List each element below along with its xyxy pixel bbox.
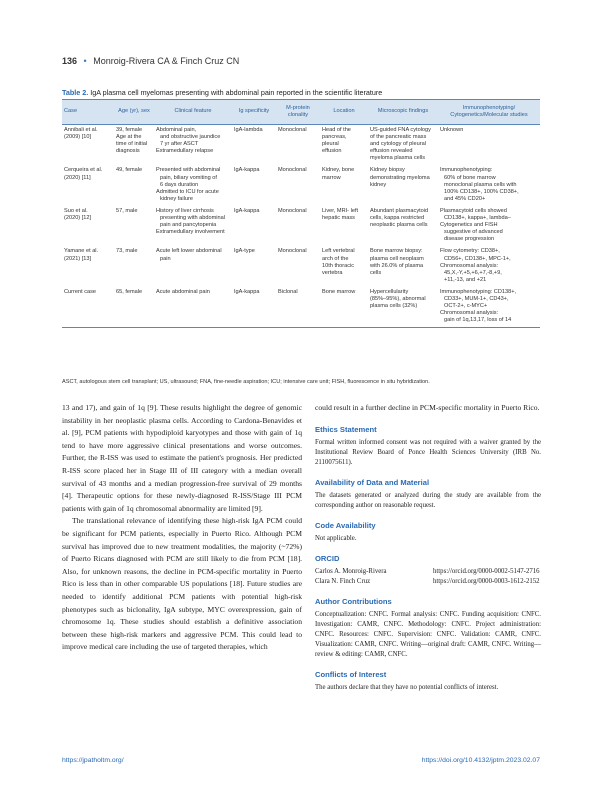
cell-line: gain of 1q,13,17, loss of 14 — [444, 317, 512, 324]
cell-line: IgA-type — [234, 248, 255, 255]
table-cell-clinical — [154, 246, 232, 286]
table-cell-age — [114, 165, 154, 205]
cell-line: US-guided FNA cytology — [370, 127, 431, 133]
literature-table — [62, 99, 540, 328]
cell-line: pain — [160, 255, 171, 262]
page-number: 136 — [62, 56, 78, 66]
cell-line: +11,-13, and +21 — [444, 276, 487, 283]
orcid-entry — [315, 577, 541, 587]
cell-line: Chromosomal analysis: — [440, 262, 499, 269]
cell-line: diagnosis — [116, 148, 140, 155]
code-text: Not applicable. — [315, 534, 357, 542]
table-cell-immuno — [438, 206, 540, 246]
cell-line: Chromosomal analysis: — [440, 310, 499, 317]
table-cell-location — [320, 287, 368, 328]
cell-line: Flow cytometry: CD38+, — [440, 248, 500, 255]
availability-text: The datasets generated or analyzed during the study are available from the corresponding author on reasonable request. — [315, 491, 541, 509]
journal-url-link[interactable]: https://jpatholtm.org/ — [62, 757, 124, 764]
conflicts-text: The authors declare that they have no potential conflicts of interest. — [315, 683, 499, 691]
cell-line: neoplastic plasma cells — [370, 222, 428, 229]
cell-line: Acute left lower abdominal — [156, 248, 222, 255]
cell-line: OCT-2+, c-MYC+ — [444, 303, 488, 310]
cell-line: pleural — [322, 141, 339, 148]
cell-line: 60% of bone marrow — [444, 174, 496, 181]
table-header-row — [62, 100, 540, 125]
cell-line: 100% CD138+, 100% CD38+, — [444, 188, 519, 195]
cell-line: cells — [370, 269, 382, 276]
orcid-name: Clara N. Finch Cruz — [315, 577, 371, 585]
body-paragraph: 13 and 17), and gain of 1q [9]. These results highlight the degree of genomic instability in her neoplastic plasma cells. According to Cardona-Benavides et al. [9], PCM patients with hypodiploid karyotypes and those with gain of 1q tend to have more aggressive clinical presentations and worse outcomes. Further, the R-ISS was used to estimate the patient's prognosis. Her predicted R-ISS score placed her in Stage III of III category with a median overall survival of 43 months and a median progression-free survival of 29 months [4]. Therapeutic options for these newly-diagnosed R-ISS/Stage III PCM patients with gain of 1q chromosomal abnormality are limited [9]. — [62, 403, 302, 513]
table-cell-location — [320, 125, 368, 166]
table-cell-clinical — [154, 206, 232, 246]
cell-line: Monoclonal — [278, 167, 307, 174]
cell-line: Plasmacytoid cells showed — [440, 207, 507, 214]
body-paragraph: could result in a further decline in PCM-specific mortality in Puerto Rico. — [315, 403, 540, 412]
cell-line: Extramedullary relapse — [156, 148, 214, 155]
table-cell-clonality — [276, 165, 320, 205]
header-bullet: • — [83, 56, 87, 66]
table-row — [62, 246, 540, 286]
column-header: M-protein clonality — [276, 100, 320, 125]
cell-line: suggestive of advanced — [444, 229, 503, 236]
cell-line: Current case — [64, 288, 97, 295]
table-cell-ig — [232, 165, 276, 205]
cell-line: CD33+, MUM-1+, CD43+, — [444, 295, 509, 302]
cell-line: and cytology of pleural — [370, 141, 426, 148]
table-cell-case — [62, 206, 114, 246]
cell-line: hepatic mass — [322, 215, 355, 222]
conflicts-heading: Conflicts of Interest — [315, 669, 387, 679]
table-cell-clonality — [276, 206, 320, 246]
cell-line: Bone marrow — [322, 288, 356, 295]
code-heading: Code Availability — [315, 520, 376, 530]
doi-link[interactable]: https://doi.org/10.4132/jptm.2023.02.07 — [421, 757, 540, 764]
cell-line: Cerqueira et al. — [64, 167, 103, 174]
table-cell-clonality — [276, 125, 320, 166]
table-cell-age — [114, 287, 154, 328]
cell-line: kidney — [370, 181, 387, 188]
cell-line: Immunophenotyping: — [440, 167, 493, 174]
cell-line: 10th thoracic — [322, 262, 355, 269]
table-cell-ig — [232, 287, 276, 328]
cell-line: kidney failure — [160, 195, 193, 202]
cell-line: Kidney biopsy — [370, 167, 405, 174]
cell-line: (85%–95%), abnormal — [370, 295, 426, 302]
cell-line: plasma cell neoplasm — [370, 255, 424, 262]
cell-line: CD138+, kappa+, lambda– — [444, 215, 511, 222]
cell-line: (2009) [10] — [64, 134, 92, 141]
running-header — [62, 56, 239, 66]
contributions-text: Conceptualization: CNFC. Formal analysis: CNFC. Funding acquisition: CNFC. Investigation: CAMR, CNFC. Methodology: CNFC. Project administration: CNFC. Resources: CNFC. Supervision: CNFC. Validation: CAMR, CNFC. Visualization: CAMR, CNFC. Writing—original draft: CAMR, CNFC. Writing—review & editing: CAMR, CNFC. — [315, 610, 541, 658]
table-cell-clinical — [154, 165, 232, 205]
table-cell-location — [320, 246, 368, 286]
table-cell-micro — [368, 125, 438, 166]
cell-line: IgA-kappa — [234, 207, 260, 214]
cell-line: and 45% CD20+ — [444, 195, 486, 202]
cell-line: 39, female — [116, 127, 143, 133]
cell-line: (2020) [12] — [64, 215, 92, 222]
table-cell-ig — [232, 125, 276, 166]
table-cell-immuno — [438, 165, 540, 205]
table-cell-micro — [368, 246, 438, 286]
cell-line: IgA-kappa — [234, 167, 260, 174]
table-row — [62, 125, 540, 166]
orcid-link[interactable]: https://orcid.org/0000-0002-5147-2716 — [433, 567, 540, 575]
column-header: Clinical feature — [154, 100, 232, 125]
table-row — [62, 165, 540, 205]
table-caption — [62, 88, 382, 97]
cell-line: myeloma plasma cells — [370, 155, 426, 162]
cell-line: 65, female — [116, 288, 143, 295]
table-cell-clonality — [276, 287, 320, 328]
table-cell-immuno — [438, 246, 540, 286]
table-row — [62, 287, 540, 328]
cell-line: effusion — [322, 148, 342, 155]
cell-line: pancreas, — [322, 134, 347, 141]
cell-line: Suo et al. — [64, 207, 88, 214]
table-cell-clinical — [154, 125, 232, 166]
table-cell-case — [62, 165, 114, 205]
ethics-heading: Ethics Statement — [315, 424, 377, 434]
cell-line: History of liver cirrhosis — [156, 207, 214, 214]
cell-line: Extramedullary involvement — [156, 229, 225, 236]
cell-line: IgA-kappa — [234, 288, 260, 295]
table-cell-micro — [368, 287, 438, 328]
availability-heading: Availability of Data and Material — [315, 477, 430, 487]
cell-line: Left vertebral — [322, 248, 355, 255]
cell-line: Monoclonal — [278, 248, 307, 255]
orcid-link[interactable]: https://orcid.org/0000-0003-1612-2152 — [433, 577, 540, 585]
body-paragraph: The translational relevance of identifying these high-risk IgA PCM could be significant for PCM patients, especially in Puerto Rico. Although PCM survival has improved due to new treatment modalities, the majority (~72%) of Puerto Ricans diagnosed with PCM are still likely to die from PCM [18]. Also, for unknown reasons, the decline in PCM-specific mortality in Puerto Rico is less than in other comparable US populations [18]. Future studies are needed to identify additional PCM patients with potential high-risk phenotypes such as biclonality, IgA subtype, MYC overexpression, gain of chromosome 1q. These studies should establish a definitive association between these high-risk markers and aggressive PCM. This could lead to improve medical care including the use of targeted therapies, which — [62, 516, 302, 652]
orcid-name: Carlos A. Monroig-Rivera — [315, 567, 387, 575]
left-column — [62, 402, 302, 654]
table-cell-location — [320, 165, 368, 205]
cell-line: demonstrating myeloma — [370, 174, 430, 181]
cell-line: arch of the — [322, 255, 349, 262]
cell-line: pain and pancytopenia — [160, 222, 217, 229]
table-cell-micro — [368, 165, 438, 205]
table-cell-case — [62, 246, 114, 286]
cell-line: 45,X,-Y,+5,+6,+7,-8,+9, — [444, 269, 502, 276]
column-header: Microscopic findings — [368, 100, 438, 125]
cell-line: (2021) [13] — [64, 255, 92, 262]
cell-line: 49, female — [116, 167, 143, 174]
table-caption-label: Table 2. — [62, 88, 89, 97]
column-header: Ig specificity — [232, 100, 276, 125]
cell-line: Biclonal — [278, 288, 298, 295]
cell-line: 57, male — [116, 207, 138, 214]
table-cell-age — [114, 125, 154, 166]
cell-line: Admitted to ICU for acute — [156, 188, 219, 195]
cell-line: effusion revealed — [370, 148, 413, 155]
cell-line: Abundant plasmacytoid — [370, 207, 429, 214]
cell-line: disease progression — [444, 236, 495, 243]
cell-line: pain, biliary vomiting of — [160, 174, 217, 181]
table-footnote: ASCT, autologous stem cell transplant; US, ultrasound; FNA, fine-needle aspiration; ICU; intensive care unit; FISH, fluorescence in situ hybridization. — [62, 379, 430, 385]
cell-line: Presented with abdominal — [156, 167, 221, 174]
cell-line: monoclonal plasma cells with — [444, 181, 517, 188]
cell-line: vertebra — [322, 269, 343, 276]
cell-line: marrow — [322, 174, 341, 181]
cell-line: 7 yr after ASCT — [160, 141, 199, 148]
table-cell-ig — [232, 206, 276, 246]
orcid-heading: ORCID — [315, 553, 340, 563]
cell-line: cells, kappa restricted — [370, 215, 425, 222]
table-cell-case — [62, 125, 114, 166]
column-header: Immunophenotyping/ Cytogenetics/Molecular studies — [438, 100, 540, 125]
cell-line: 6 days duration — [160, 181, 199, 188]
header-authors: Monroig-Rivera CA & Finch Cruz CN — [93, 56, 240, 66]
cell-line: Kidney, bone — [322, 167, 355, 174]
contributions-heading: Author Contributions — [315, 596, 392, 606]
cell-line: Acute abdominal pain — [156, 288, 210, 295]
column-header: Location — [320, 100, 368, 125]
ethics-text: Formal written informed consent was not required with a waiver granted by the Institutional Review Board of Ponce Health Sciences University (IRB No. 2110075611). — [315, 438, 541, 466]
column-header: Case — [62, 100, 114, 125]
cell-line: with 26.0% of plasma — [370, 262, 424, 269]
cell-line: CD56+, CD138+, MPC-1+, — [444, 255, 511, 262]
cell-line: of the pancreatic mass — [370, 134, 427, 141]
cell-line: IgA-lambda — [234, 127, 263, 133]
table-cell-clinical — [154, 287, 232, 328]
table-caption-text: IgA plasma cell myelomas presenting with abdominal pain reported in the scientific literature — [88, 88, 383, 97]
cell-line: Liver, MRI- left — [322, 207, 359, 214]
right-column — [315, 402, 541, 693]
table-cell-immuno — [438, 125, 540, 166]
cell-line: Yamane et al. — [64, 248, 99, 255]
cell-line: Annibali et al. — [64, 127, 98, 133]
table-cell-clonality — [276, 246, 320, 286]
table-cell-micro — [368, 206, 438, 246]
column-header: Age (yr), sex — [114, 100, 154, 125]
cell-line: Monoclonal — [278, 127, 307, 133]
cell-line: Bone marrow biopsy: — [370, 248, 423, 255]
cell-line: Hypercellularity — [370, 288, 409, 295]
cell-line: Monoclonal — [278, 207, 307, 214]
orcid-entry — [315, 567, 541, 577]
cell-line: and obstructive jaundice — [160, 134, 221, 141]
table-cell-case — [62, 287, 114, 328]
cell-line: Unknown — [440, 127, 464, 133]
cell-line: plasma cells (32%) — [370, 303, 418, 310]
cell-line: 73, male — [116, 248, 138, 255]
table-cell-age — [114, 246, 154, 286]
cell-line: presenting with abdominal — [160, 215, 225, 222]
cell-line: Age at the — [116, 134, 142, 141]
cell-line: (2020) [11] — [64, 174, 91, 181]
table-cell-location — [320, 206, 368, 246]
cell-line: Abdominal pain, — [156, 127, 197, 133]
table-cell-age — [114, 206, 154, 246]
table-cell-ig — [232, 246, 276, 286]
cell-line: time of initial — [116, 141, 148, 148]
table-cell-immuno — [438, 287, 540, 328]
cell-line: Immunophenotyping: CD138+, — [440, 288, 517, 295]
cell-line: Cytogenetics and FISH — [440, 222, 498, 229]
table-row — [62, 206, 540, 246]
cell-line: Head of the — [322, 127, 351, 133]
